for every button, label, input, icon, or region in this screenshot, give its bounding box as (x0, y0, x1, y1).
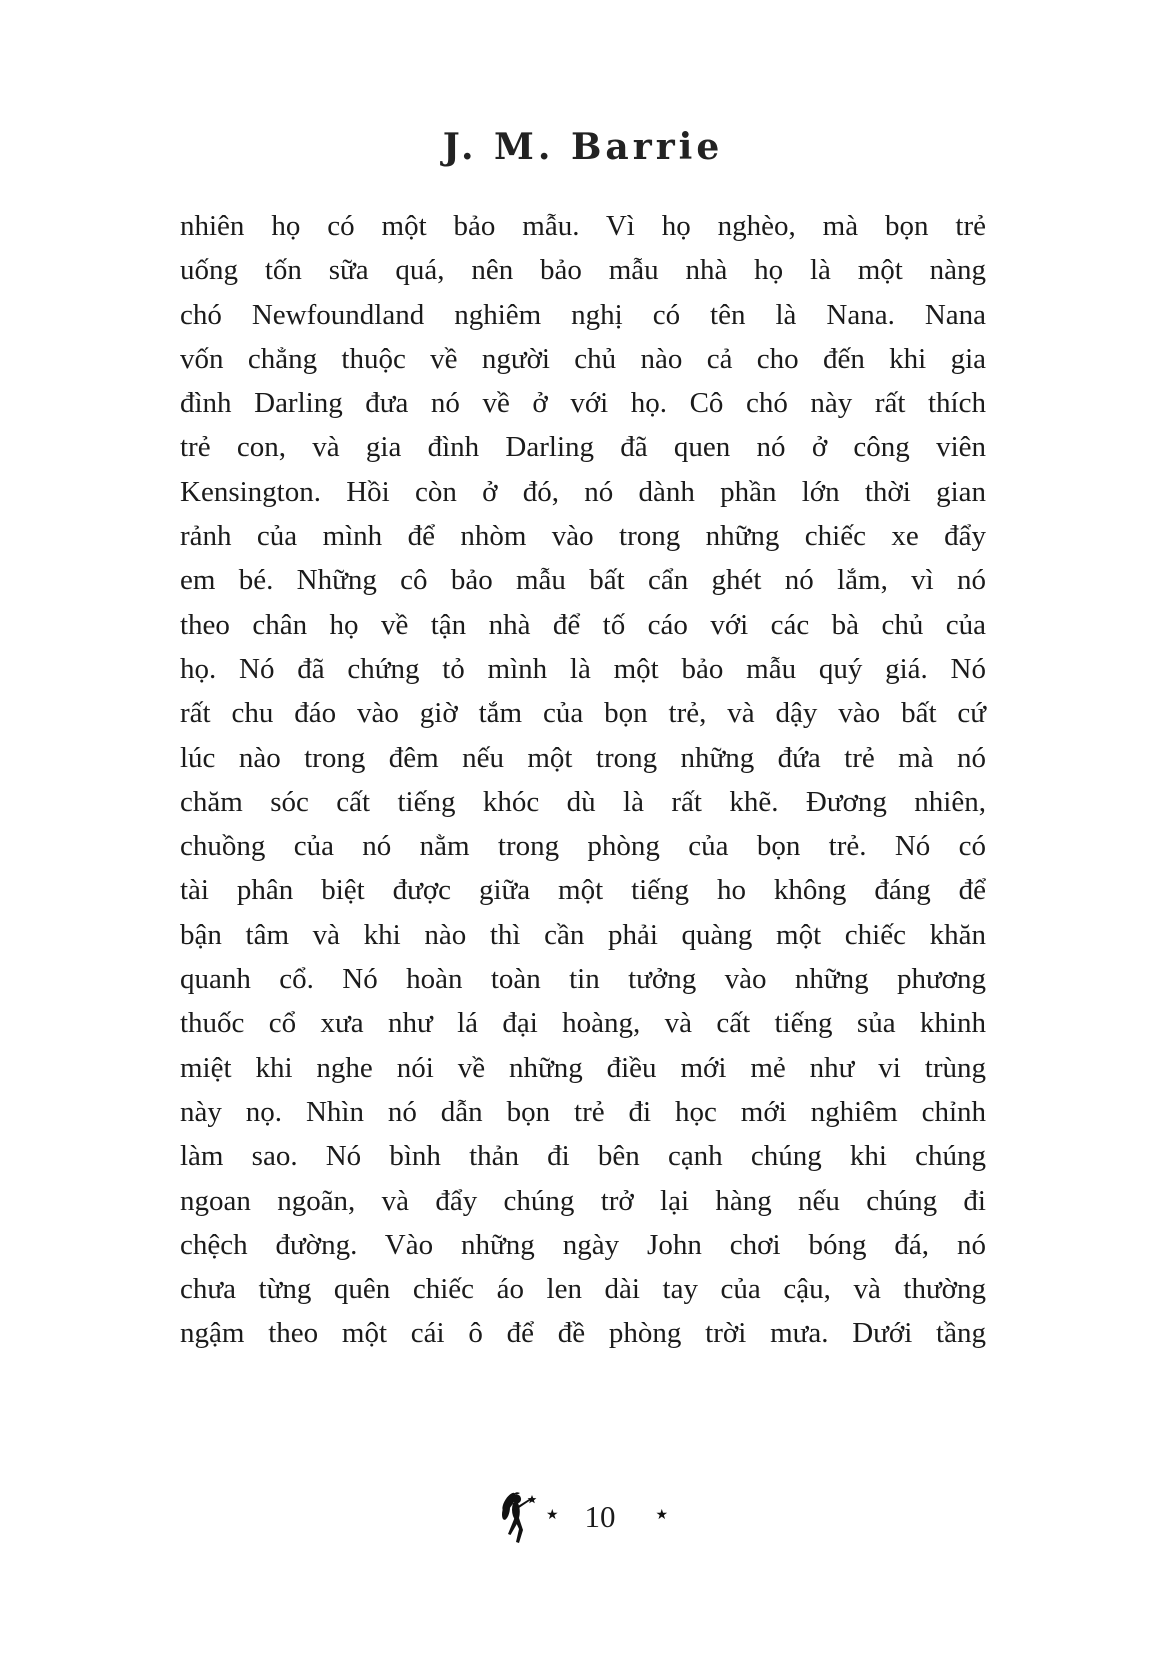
text-line: trẻ con, và gia đình Darling đã quen nó ở công viên (180, 431, 986, 464)
page-footer (0, 1484, 1166, 1548)
star-ornament-right: ★ (655, 1508, 669, 1523)
text-line: rảnh của mình để nhòm vào trong những chiếc xe đẩy (180, 520, 986, 553)
text-line: vốn chẳng thuộc về người chủ nào cả cho đến khi gia (180, 342, 986, 375)
text-line: chưa từng quên chiếc áo len dài tay của cậu, và thường (180, 1273, 986, 1306)
text-line: thuốc cổ xưa như lá đại hoàng, và cất tiếng sủa khinh (180, 1007, 986, 1040)
text-line: đình Darling đưa nó về ở với họ. Cô chó này rất thích (180, 387, 986, 420)
text-line: chuồng của nó nằm trong phòng của bọn trẻ. Nó có (180, 830, 986, 863)
text-line: lúc nào trong đêm nếu một trong những đứa trẻ mà nó (180, 741, 986, 774)
text-line: Kensington. Hồi còn ở đó, nó dành phần lớn thời gian (180, 475, 986, 508)
text-line: tài phân biệt được giữa một tiếng ho không đáng để (180, 874, 986, 907)
page-number: 10 (584, 1498, 616, 1534)
text-line: họ. Nó đã chứng tỏ mình là một bảo mẫu quý giá. Nó (180, 652, 986, 685)
text-line: miệt khi nghe nói về những điều mới mẻ như vi trùng (180, 1051, 986, 1084)
text-line: làm sao. Nó bình thản đi bên cạnh chúng khi chúng (180, 1140, 986, 1173)
fairy-icon (498, 1489, 540, 1547)
text-line: rất chu đáo vào giờ tắm của bọn trẻ, và dậy vào bất cứ (180, 697, 986, 730)
text-line: theo chân họ về tận nhà để tố cáo với các bà chủ của (180, 608, 986, 641)
text-line: bận tâm và khi nào thì cần phải quàng một chiếc khăn (180, 918, 986, 951)
text-line: uống tốn sữa quá, nên bảo mẫu nhà họ là một nàng (180, 254, 986, 287)
text-line: nhiên họ có một bảo mẫu. Vì họ nghèo, mà bọn trẻ (180, 210, 986, 242)
star-ornament-left: ★ (545, 1508, 559, 1523)
text-line: ngoan ngoãn, và đẩy chúng trở lại hàng nếu chúng đi (180, 1184, 986, 1217)
running-head-author: J. M. Barrie (442, 126, 724, 168)
text-line: này nọ. Nhìn nó dẫn bọn trẻ đi học mới nghiêm chỉnh (180, 1095, 986, 1128)
body-text (180, 204, 986, 1356)
text-line: chệch đường. Vào những ngày John chơi bóng đá, nó (180, 1228, 986, 1261)
text-line: chăm sóc cất tiếng khóc dù là rất khẽ. Đương nhiên, (180, 785, 986, 818)
text-line: chó Newfoundland nghiêm nghị có tên là Nana. Nana (180, 298, 986, 331)
text-line: em bé. Những cô bảo mẫu bất cẩn ghét nó lắm, vì nó (180, 564, 986, 597)
text-line: ngậm theo một cái ô để đề phòng trời mưa. Dưới tầng (180, 1317, 986, 1350)
text-line: quanh cổ. Nó hoàn toàn tin tưởng vào những phương (180, 963, 986, 996)
